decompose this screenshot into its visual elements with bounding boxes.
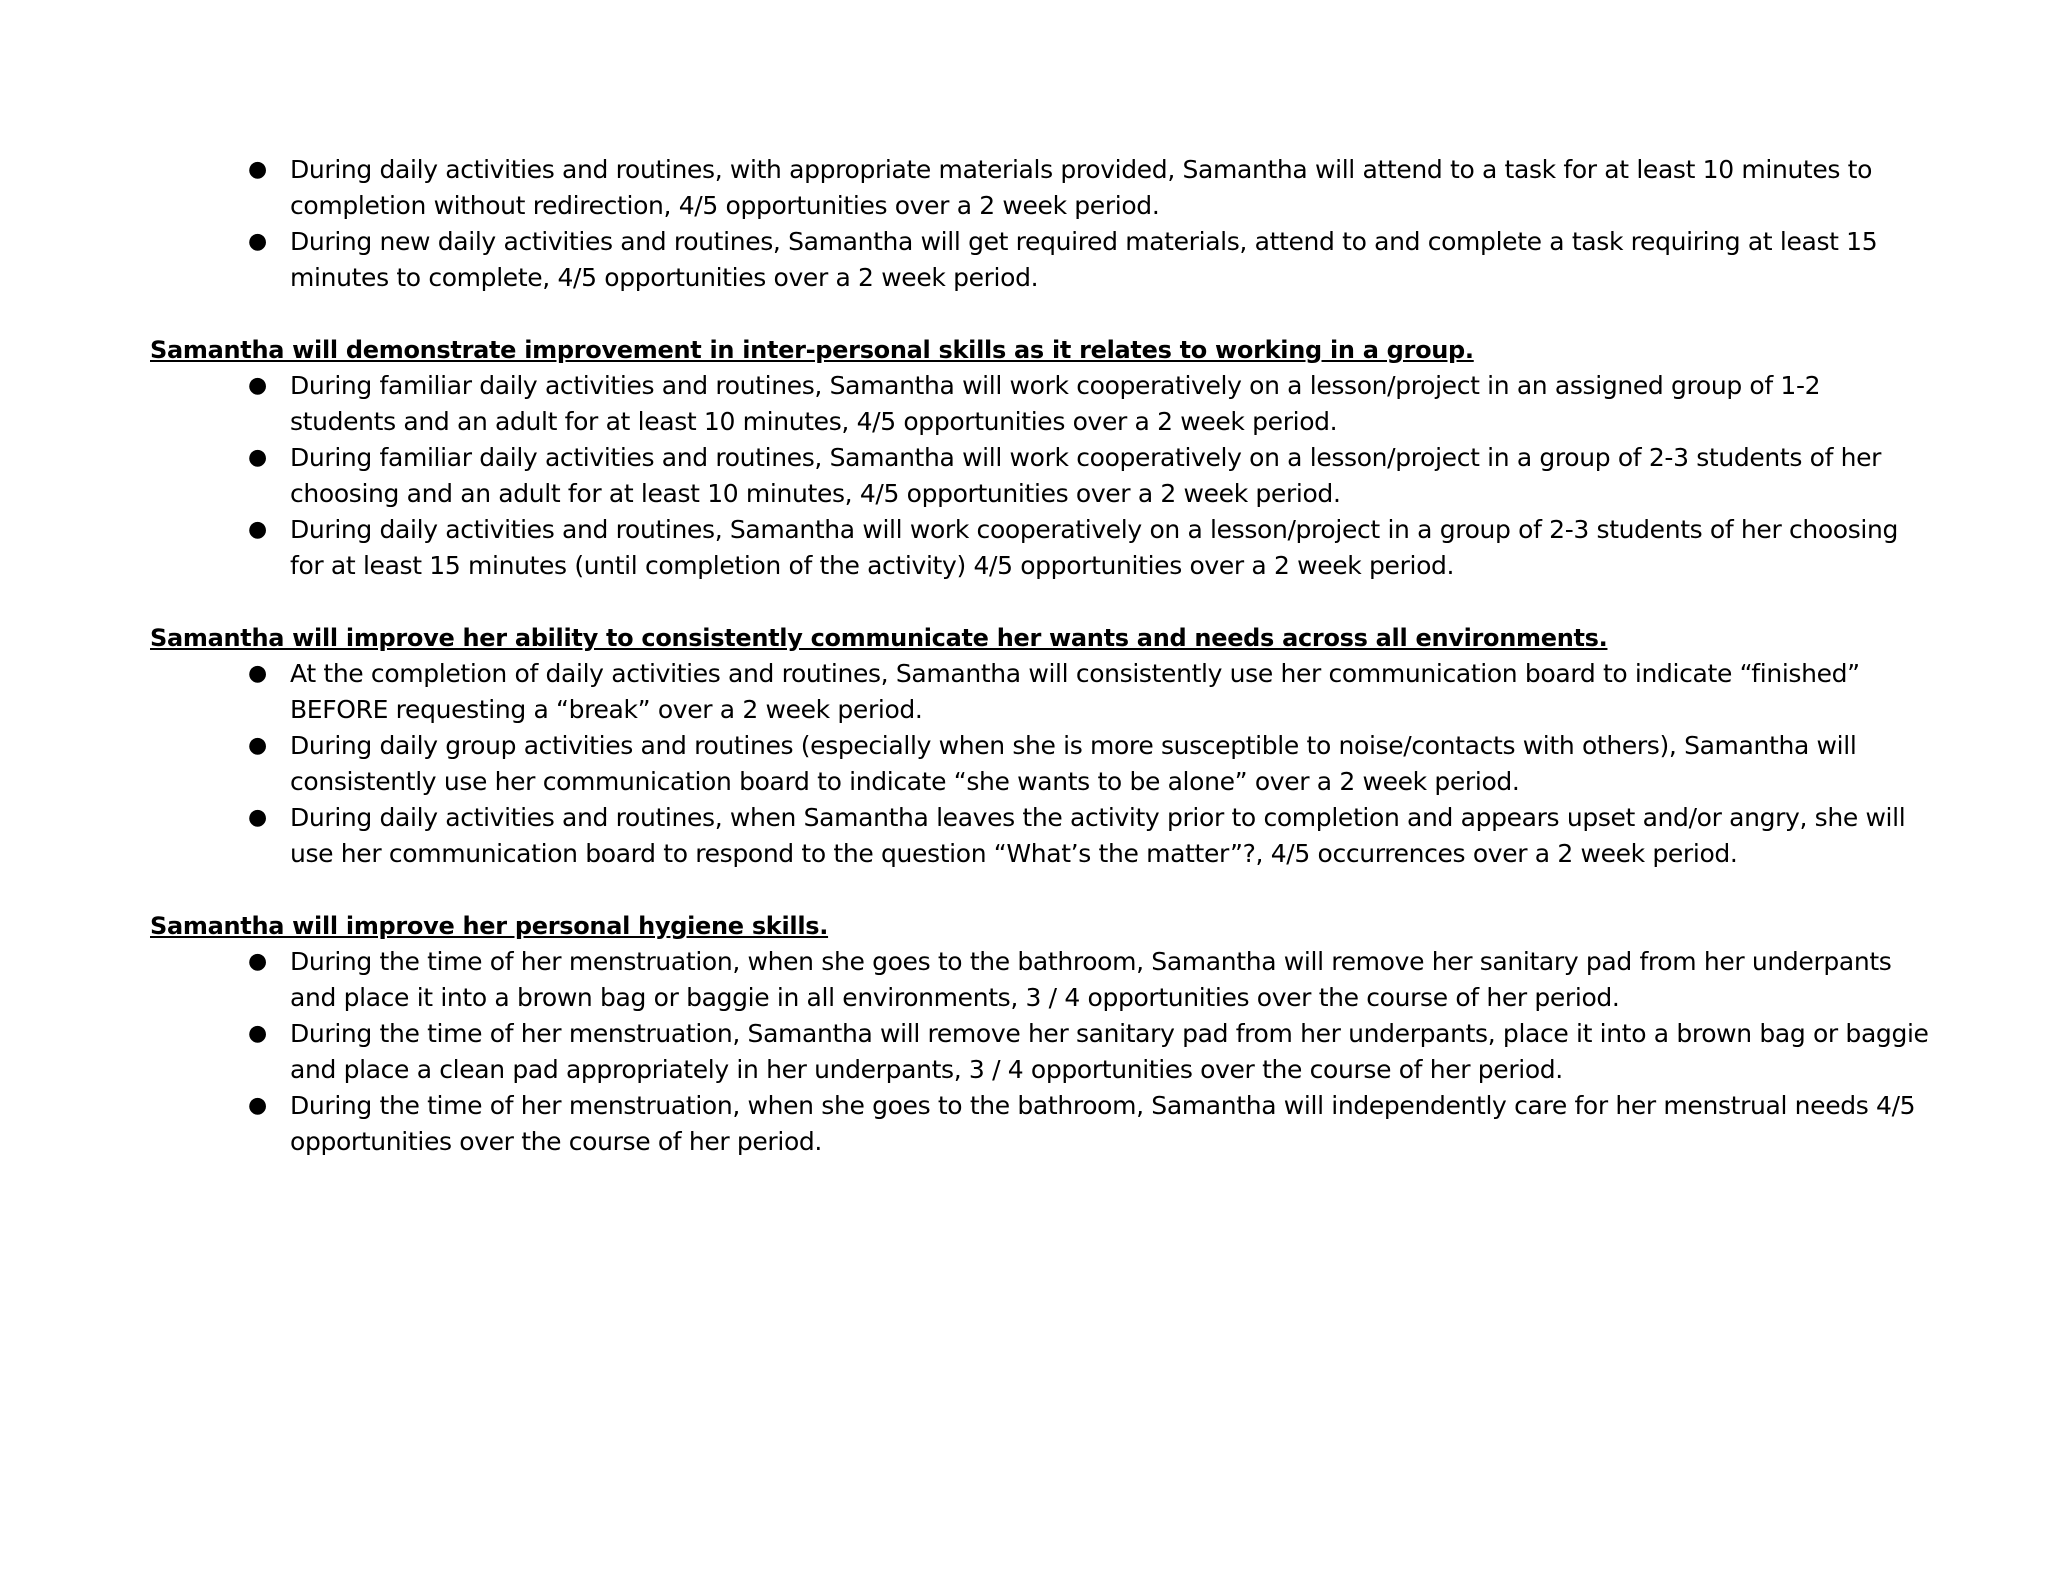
- objective-text: During daily activities and routines, Samantha will work cooperatively on a lesson/project in a group of 2-3 students of her choosing for at least 15 minutes (until completion of the activity) 4/5 opportunities over a 2 week period.: [290, 515, 1899, 580]
- bullet-icon: ●: [248, 1021, 267, 1046]
- objective-text: During daily group activities and routines (especially when she is more susceptible to noise/contacts with others), Samantha will consistently use her communication board to indicate “she wants to be alone” over a 2 week period.: [290, 731, 1857, 796]
- objective-text: During familiar daily activities and routines, Samantha will work cooperatively on a lesson/project in an assigned group of 1-2 students and an adult for at least 10 minutes, 4/5 opportunities over a 2 week period.: [290, 371, 1821, 436]
- objective-item: [248, 1016, 1930, 1088]
- objective-text: During the time of her menstruation, Samantha will remove her sanitary pad from her underpants, place it into a brown bag or baggie and place a clean pad appropriately in her underpants, 3 / 4 opportunities over the course of her period.: [290, 1019, 1929, 1084]
- bullet-icon: ●: [248, 445, 267, 470]
- goal-heading: Samantha will demonstrate improvement in inter-personal skills as it relates to working in a group.: [150, 336, 1474, 364]
- bullet-icon: ●: [248, 229, 267, 254]
- objective-list: [150, 944, 1930, 1160]
- bullet-icon: ●: [248, 517, 267, 542]
- bullet-icon: ●: [248, 805, 267, 830]
- objective-text: During new daily activities and routines, Samantha will get required materials, attend to and complete a task requiring at least 15 minutes to complete, 4/5 opportunities over a 2 week period.: [290, 227, 1878, 292]
- objective-item: [248, 224, 1930, 296]
- objective-text: During the time of her menstruation, when she goes to the bathroom, Samantha will remove her sanitary pad from her underpants and place it into a brown bag or baggie in all environments, 3 / 4 opportunities over the course of her period.: [290, 947, 1892, 1012]
- bullet-icon: ●: [248, 373, 267, 398]
- objective-item: [248, 944, 1930, 1016]
- objective-text: At the completion of daily activities and routines, Samantha will consistently use her communication board to indicate “finished” BEFORE requesting a “break” over a 2 week period.: [290, 659, 1860, 724]
- objective-list: [150, 152, 1930, 296]
- bullet-icon: ●: [248, 949, 267, 974]
- goal-heading: Samantha will improve her personal hygiene skills.: [150, 912, 829, 940]
- objective-item: [248, 1088, 1930, 1160]
- objective-item: [248, 512, 1930, 584]
- objective-item: [248, 440, 1930, 512]
- bullet-icon: ●: [248, 1093, 267, 1118]
- document-page: [150, 152, 1930, 1160]
- goal-heading: Samantha will improve her ability to consistently communicate her wants and needs across all environments.: [150, 624, 1608, 652]
- objective-text: During familiar daily activities and routines, Samantha will work cooperatively on a lesson/project in a group of 2-3 students of her choosing and an adult for at least 10 minutes, 4/5 opportunities over a 2 week period.: [290, 443, 1882, 508]
- objective-item: [248, 368, 1930, 440]
- objective-list: [150, 368, 1930, 584]
- objective-item: [248, 728, 1930, 800]
- objective-item: [248, 800, 1930, 872]
- objective-list: [150, 656, 1930, 872]
- objective-text: During daily activities and routines, when Samantha leaves the activity prior to completion and appears upset and/or angry, she will use her communication board to respond to the question “What’s the matter”?, 4/5 occurrences over a 2 week period.: [290, 803, 1906, 868]
- bullet-icon: ●: [248, 157, 267, 182]
- objective-text: During daily activities and routines, with appropriate materials provided, Samantha will attend to a task for at least 10 minutes to completion without redirection, 4/5 opportunities over a 2 week period.: [290, 155, 1873, 220]
- objective-item: [248, 152, 1930, 224]
- bullet-icon: ●: [248, 661, 267, 686]
- objective-item: [248, 656, 1930, 728]
- bullet-icon: ●: [248, 733, 267, 758]
- objective-text: During the time of her menstruation, when she goes to the bathroom, Samantha will independently care for her menstrual needs 4/5 opportunities over the course of her period.: [290, 1091, 1916, 1156]
